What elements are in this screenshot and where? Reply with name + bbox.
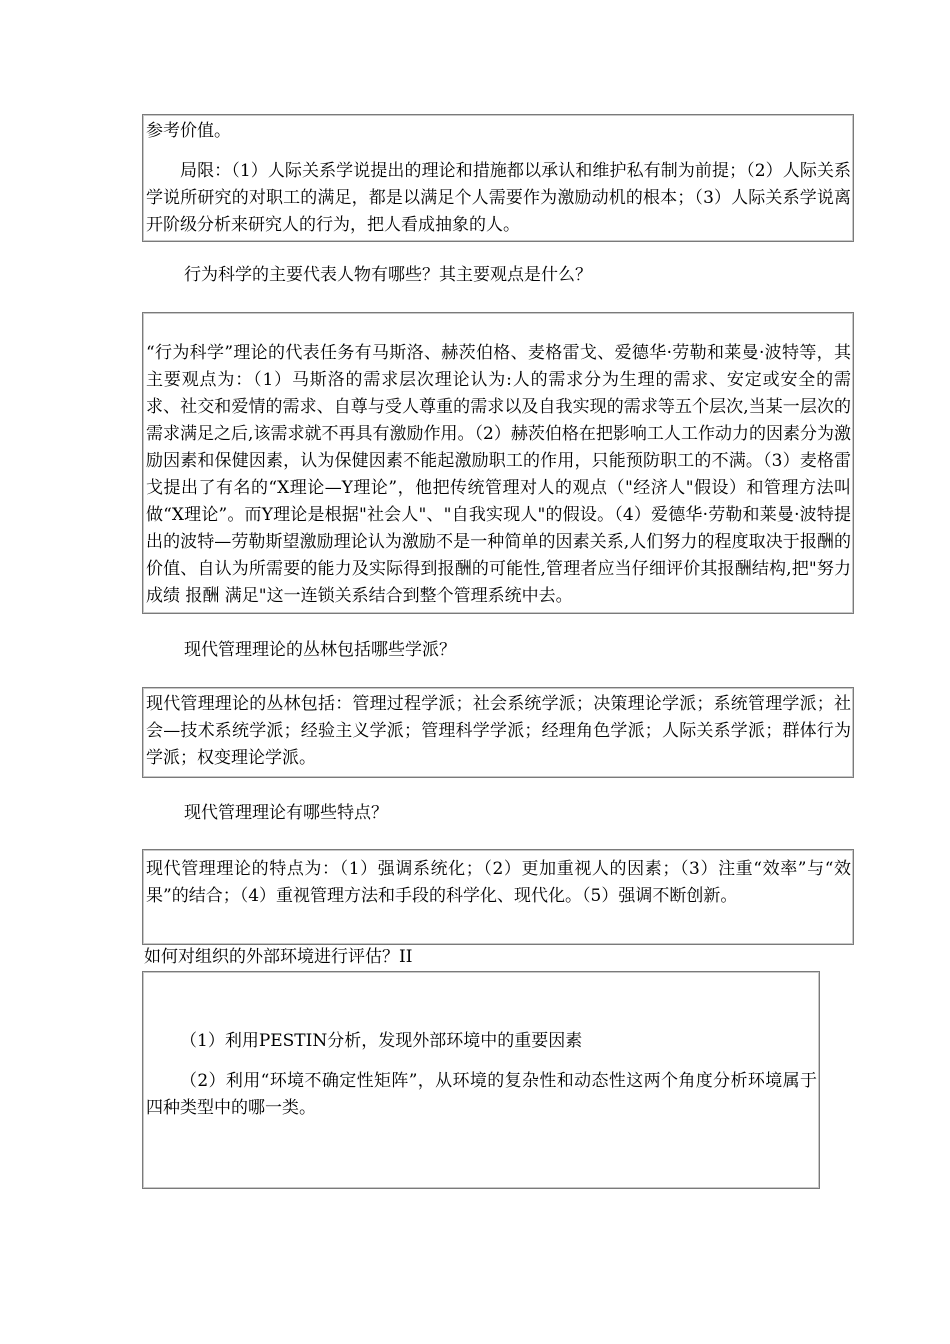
question-modern-features: 现代管理理论有哪些特点？ <box>184 803 388 823</box>
box3-paragraph: 现代管理理论的丛林包括：管理过程学派；社会系统学派；决策理论学派；系统管理学派；社会—技术系统学派；经验主义学派；管理科学学派；经理角色学派；人际关系学派；群体行为学派；权变理论学派。 <box>146 694 851 768</box>
box5-paragraph-1: （1）利用PESTIN分析，发现外部环境中的重要因素 <box>180 1031 583 1051</box>
question-management-jungle: 现代管理理论的丛林包括哪些学派？ <box>184 640 456 660</box>
answer-box-modern-features <box>142 849 854 945</box>
answer-box-management-jungle <box>142 687 854 778</box>
question-external-environment: 如何对组织的外部环境进行评估？II <box>144 947 413 967</box>
question-behavioral-science: 行为科学的主要代表人物有哪些？其主要观点是什么？ <box>184 265 592 285</box>
box4-paragraph: 现代管理理论的特点为：（1）强调系统化；（2）更加重视人的因素；（3）注重“效率”与“效果”的结合；（4）重视管理方法和手段的科学化、现代化。（5）强调不断创新。 <box>146 859 851 906</box>
box1-limitations-paragraph: 局限：（1）人际关系学说提出的理论和措施都以承认和维护私有制为前提；（2）人际关系学说所研究的对职工的满足，都是以满足个人需要作为激励动机的根本；（3）人际关系学说离开阶级分析来研究人的行为，把人看成抽象的人。 <box>146 161 851 235</box>
answer-box-limitations <box>142 114 854 242</box>
box2-paragraph: “行为科学”理论的代表任务有马斯洛、赫茨伯格、麦格雷戈、爱德华·劳勒和莱曼·波特等，其主要观点为：（1）马斯洛的需求层次理论认为:人的需求分为生理的需求、安定或安全的需求、社交和爱情的需求、自尊与受人尊重的需求以及自我实现的需求等五个层次,当某一层次的需求满足之后,该需求就不再具有激励作用。（2）赫茨伯格在把影响工人工作动力的因素分为激励因素和保健因素，认为保健因素不能起激励职工的作用，只能预防职工的不满。（3）麦格雷戈提出了有名的“X理论—Y理论”，他把传统管理对人的观点（"经济人"假设）和管理方法叫做“X理论”。而Y理论是根据"社会人"、"自我实现人"的假设。（4）爱德华·劳勒和莱曼·波特提出的波特—劳勒斯望激励理论认为激励不是一种简单的因素关系,人们努力的程度取决于报酬的价值、自认为所需要的能力及实际得到报酬的可能性,管理者应当仔细评价其报酬结构,把"努力 成绩 报酬 满足"这一连锁关系结合到整个管理系统中去。 <box>146 343 851 606</box>
answer-box-behavioral-science <box>142 312 854 614</box>
box5-paragraph-2: （2）利用“环境不确定性矩阵”，从环境的复杂性和动态性这两个角度分析环境属于四种类型中的哪一类。 <box>146 1071 817 1118</box>
answer-box-external-environment <box>142 971 820 1189</box>
box1-line1: 参考价值。 <box>146 121 231 141</box>
